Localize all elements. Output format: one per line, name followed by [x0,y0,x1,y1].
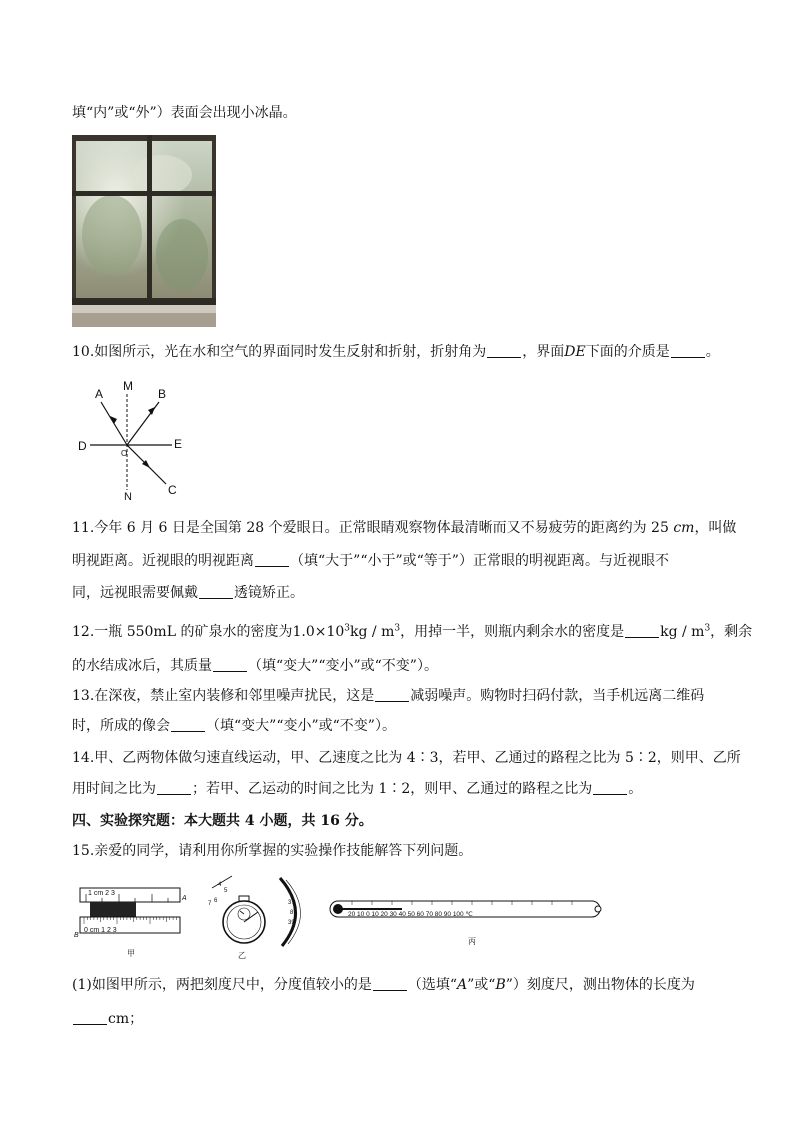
q15-1-text-a: (1)如图甲所示，两把刻度尺中，分度值较小的是 [72,977,372,993]
q15-text: 15.亲爱的同学，请利用你所掌握的实验操作技能解答下列问题。 [72,843,473,859]
watch-label-4: 6 [214,898,218,904]
label-D: D [78,439,87,453]
ruler-A-letter: A [182,895,187,902]
q15-1-text-d: cm； [108,1011,144,1027]
q12-blank-1[interactable] [625,623,659,638]
text-line-1 [72,103,297,123]
q10-text-a: 10.如图所示，光在水和空气的界面同时发生反射和折射，折射角为 [72,344,487,360]
q10-text-c: 下面的介质是 [585,344,670,360]
q12-text-a: 12.一瓶 550mL 的矿泉水的密度为 [72,624,293,640]
q14-text-a: 14.甲、乙两物体做匀速直线运动，甲、乙速度之比为 4∶3，若甲、乙通过的路程之比为 5∶2，则甲、乙所 [72,750,741,766]
arrow-OB [148,407,155,415]
label-C: C [168,483,177,497]
q13-text-a: 13.在深夜，禁止室内装修和邻里噪声扰民，这是 [72,688,375,704]
caption-jia: 甲 [127,949,135,958]
q10-blank-2[interactable] [671,343,705,358]
q12-density-value: 1.0×10 [292,624,345,640]
q11-text-e: 同，远视眼需要佩戴 [72,585,198,601]
q13-blank-1[interactable] [375,687,409,702]
q10-blank-1[interactable] [487,343,521,358]
section-4-heading [72,811,373,831]
question-14-line-2 [72,779,642,799]
text-fill-instruction: 填“内”或“外”）表面会出现小冰晶。 [72,105,297,121]
window-image [72,135,216,327]
question-10 [72,342,720,362]
measured-object [90,902,136,917]
q15-1-blank-2[interactable] [73,1010,107,1025]
thermometer-scale: 20 10 0 10 20 30 40 50 60 70 80 90 100 ℃ [348,911,473,918]
q12-text-d: 的水结成冰后，其质量 [72,658,212,674]
q11-blank-2[interactable] [199,584,233,599]
thermometer [330,901,601,946]
caption-bing: 丙 [468,937,476,946]
q12-unit-1: kg / m [350,624,395,640]
q10-text-d: 。 [705,344,720,360]
q15-1-letter-A: A [457,977,468,993]
question-11-line-3 [72,583,304,603]
q14-text-b: 用时间之比为 [72,781,156,797]
watch-scale-3: 39 [288,920,295,926]
q12-text-c: ，剩余 [710,624,753,640]
q12-blank-2[interactable] [213,657,247,672]
q12-text-b: ，用掉一半，则瓶内剩余水的密度是 [400,624,625,640]
question-15-1-line-1 [72,975,695,995]
q15-1-text-b: （选填“ [407,977,458,993]
q13-text-c: 时，所成的像会 [72,718,170,734]
question-12-line-1: 12.一瓶 550mL 的矿泉水的密度为$1.0\times 10^3kg / m^3$，用掉一半，则瓶内剩余水的密度是 kg / $m^3$，剩余 [72,623,753,640]
figure-instruments [72,874,612,964]
question-13-line-2 [72,716,396,736]
question-14-line-1 [72,748,741,768]
watch-scale-1: 37 [288,900,295,906]
q15-1-text-c: ”）刻度尺，测出物体的长度为 [505,977,695,993]
question-15-intro [72,841,472,861]
label-O: O [121,449,128,458]
q10-interface-label: DE [564,344,586,360]
window-photo [72,135,216,327]
question-13-line-1 [72,686,704,706]
caption-yi: 乙 [238,951,246,960]
label-E: E [174,437,183,451]
q12-exponent: 3 [344,623,351,634]
q15-1-letter-B: B [495,977,506,993]
q12-text-e: （填“变大”“变小”或“不变”）。 [248,658,438,674]
question-12-line-2 [72,656,438,676]
q14-blank-2[interactable] [593,780,627,795]
q11-text-a: 11.今年 6 月 6 日是全国第 28 个爱眼日。正常眼睛观察物体最清晰而又不易疲劳的距离约为 25 [72,520,669,536]
label-A: A [95,387,104,401]
q13-text-b: 减弱噪声。购物时扫码付款，当手机远离二维码 [410,688,705,704]
label-B: B [158,387,167,401]
question-15-1-line-2 [72,1009,143,1029]
ruler-B-letter: B [74,932,79,939]
stopwatch [208,876,301,960]
watch-label-2: 5 [224,888,228,894]
question-11-line-1 [72,518,736,538]
label-N: N [124,491,132,503]
arrow-AO [110,416,117,424]
q14-text-c: ；若甲、乙运动的时间之比为 1∶2，则甲、乙通过的路程之比为 [192,781,593,797]
q11-text-d: （填“大于”“小于”或“等于”）正常眼的明视距离。与近视眼不 [290,553,669,569]
q15-1-blank-1[interactable] [373,976,407,991]
q11-unit: cm [673,520,695,536]
q14-text-d: 。 [628,781,643,797]
q12-unit-2: kg / m [660,624,705,640]
watch-scale-2: 8 [290,910,294,916]
q15-1-text-or: ”或“ [467,977,496,993]
watch-label-1: 4 [218,882,222,888]
label-M: M [123,379,133,393]
question-11-line-2 [72,551,669,571]
ruler-B-labels: 0 cm 1 2 3 [84,927,117,934]
q10-text-b: ，界面 [522,344,565,360]
figure-light-refraction [74,374,194,508]
q14-blank-1[interactable] [157,780,191,795]
q11-text-f: 透镜矫正。 [234,585,304,601]
q11-text-b: ，叫做 [694,520,737,536]
q13-blank-2[interactable] [171,717,205,732]
q11-blank-1[interactable] [255,552,289,567]
q13-text-d: （填“变大”“变小”或“不变”）。 [206,718,396,734]
ruler-A-labels: 1 cm 2 3 [88,890,115,897]
q11-text-c: 明视距离。近视眼的明视距离 [72,553,254,569]
watch-label-3: 7 [208,901,212,907]
section-4-text: 四、实验探究题：本大题共 4 小题，共 16 分。 [72,813,373,829]
